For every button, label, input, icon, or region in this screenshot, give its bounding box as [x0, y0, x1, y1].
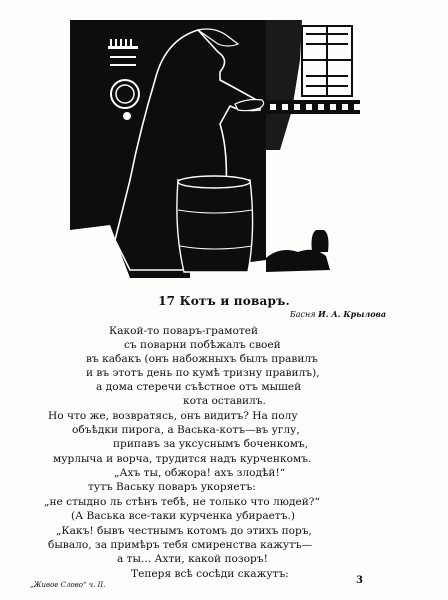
- verse-line: съ поварни побѣжалъ своей: [124, 339, 281, 351]
- verse-line: Теперя всѣ сосѣди скажутъ:: [131, 568, 289, 580]
- verse-line: „не стыдно ль стѣнъ тебѣ, не только что людей?“: [44, 496, 320, 508]
- verse-line: объѣдки пирога, а Васька-котъ—въ углу,: [72, 424, 300, 436]
- verse-line: припавъ за уксуснымъ боченкомъ,: [113, 438, 309, 450]
- author-prefix: Басня: [289, 310, 319, 319]
- verse-line: „Ахъ ты, обжора! ахъ злодѣй!“: [114, 467, 286, 479]
- barrel: [177, 176, 253, 272]
- verse-line: тутъ Ваську поваръ укоряетъ:: [88, 481, 256, 493]
- verse-line: а ты... Ахти, какой позоръ!: [117, 553, 268, 565]
- author-name: И. А. Крылова: [318, 309, 386, 319]
- illustration-signature: М.Д.: [96, 248, 114, 256]
- fable-author: [290, 309, 386, 319]
- verse-line: Какой-то поваръ-грамотей: [109, 325, 259, 337]
- verse-line: „Какъ! бывъ честнымъ котомъ до этихъ поръ,: [56, 525, 312, 537]
- book-source: „Живое Слово“ ч. II.: [30, 581, 106, 589]
- page-number: 3: [356, 575, 363, 586]
- verse-line: Но что же, возвратясь, онъ видитъ? На полу: [48, 410, 298, 422]
- fable-title: 17 Котъ и поваръ.: [158, 294, 290, 308]
- verse-line: (А Васька все-таки курченка убираетъ.): [71, 510, 296, 522]
- verse-line: а дома стеречи съѣстное отъ мышей: [96, 381, 302, 393]
- verse-line: мурлыча и ворча, трудится надъ курченкомъ.: [53, 453, 312, 465]
- cat-silhouette: [266, 250, 330, 272]
- verse-line: кота оставилъ.: [183, 395, 266, 407]
- verse-line: въ кабакъ (онъ набожныхъ былъ правилъ: [86, 353, 318, 365]
- silhouette-illustration: [70, 20, 360, 278]
- verse-line: и въ этотъ день по кумѣ тризну правилъ),: [86, 367, 320, 379]
- verse-line: бывало, за примѣръ тебя смиренства кажутъ—: [48, 539, 313, 551]
